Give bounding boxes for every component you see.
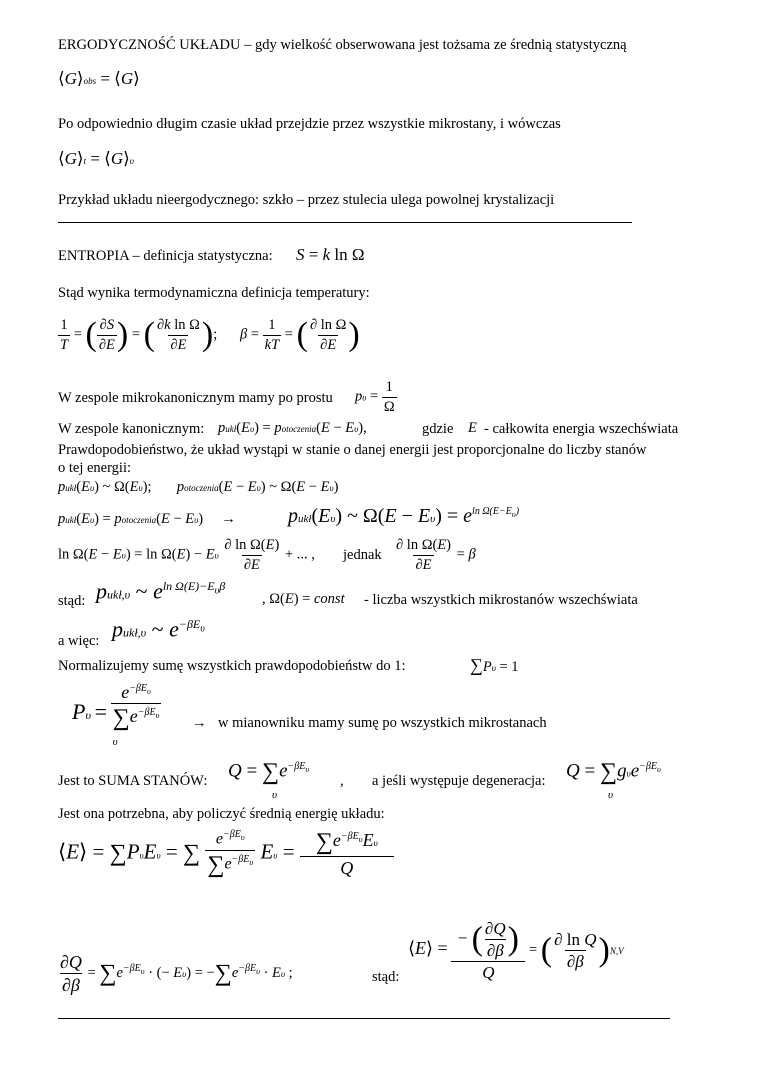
formula-proportional: pukł(Eυ) ~ Ω(Eυ); potoczenia(E − Eυ) ~ Ω(E − Eυ): [58, 479, 339, 495]
denominator-note: w mianowniku mamy sumę po wszystkich mikrostanach: [218, 715, 547, 731]
a-wiec-label: a więc:: [58, 633, 100, 649]
formula-pv: Pυ = $e^{-\beta E_\upsilon}$ $\sum e^{-\beta E_\upsilon}$ υ: [72, 682, 160, 748]
formula-jednak: $\frac{\text{∂ ln Ω(E)}}{\partial E}$ = β: [396, 537, 476, 573]
formula-stad: pukł,υ ~ $e^{ln \Omega(E)-E_\upsilon\beta}$: [96, 578, 226, 604]
q-sum-index: υ: [272, 789, 278, 801]
stad-label: stąd:: [58, 593, 86, 609]
formula-g-t: ⟨G⟩t = ⟨G⟩υ: [58, 149, 134, 168]
comma: ,: [340, 773, 344, 789]
divider-1: [58, 222, 632, 223]
ergodic-heading: ERGODYCZNOŚĆ UKŁADU – gdy wielkość obserwowana jest tożsama ze średnią statystyczną: [58, 37, 627, 53]
prob-line1: Prawdopodobieństwo, że układ wystąpi w stanie o danej energii jest proporcjonalne do liczby stanów: [58, 442, 647, 458]
var-e: E: [468, 420, 477, 436]
ergodic-example: Przykład układu nieergodycznego: szkło – przez stulecia ulega powolnej krystalizacji: [58, 192, 555, 208]
formula-mean-energy: ⟨E⟩ = ∑PυEυ = ∑ $\frac{e^{-\beta E_\upsilon}}{\sum e^{-\beta E_\upsilon}}$ Eυ = $\frac{\sum e^{-\beta E_\upsilon}E\upsilon}{Q}$: [58, 830, 394, 877]
formula-omega-const: , Ω(E) = const: [262, 591, 345, 607]
jednak-label: jednak: [343, 547, 382, 563]
gdzie-label: gdzie: [422, 421, 454, 437]
formula-norm: ∑Pυ = 1: [470, 655, 519, 675]
formula-taylor: ln Ω(E − Eυ) = ln Ω(E) − Eυ $\frac{\text{∂ ln Ω(E)}}{\partial E}$ + ... ,: [58, 537, 315, 573]
formula-e-q: ⟨E⟩ = − ( $\frac{\partial Q}{\partial\beta}$ ) Q = ( $\frac{\text{∂ ln Q}}{\partial\beta}$ )N,V: [408, 919, 624, 982]
formula-dq: $\frac{\partial Q}{\partial\beta}$ = $\sum e^{-\beta E_\upsilon}$ · (− $E\upsilon) = -\sum e^{-\beta E_\upsilon} \cdot E\upsilon$ ;: [60, 952, 293, 995]
temp-line: Stąd wynika termodynamiczna definicja temperatury:: [58, 285, 370, 301]
formula-entropy: S = k ln Ω: [296, 245, 365, 264]
energy-line: Jest ona potrzebna, aby policzyć średnią energię układu:: [58, 806, 385, 822]
normalize-line: Normalizujemy sumę wszystkich prawdopodobieństw do 1:: [58, 658, 406, 674]
stad2-label: stąd:: [372, 969, 400, 985]
formula-relation: pukł(Eυ) = potoczenia(E − Eυ) →: [58, 511, 236, 527]
canon-line: W zespole kanonicznym:: [58, 421, 205, 437]
entropy-heading: ENTROPIA – definicja statystyczna:: [58, 248, 273, 264]
divider-2: [58, 1018, 670, 1019]
formula-q: $Q = \sum e^{-\beta E_\upsilon}$: [228, 759, 310, 785]
formula-g-obs: ⟨G⟩obs = ⟨G⟩: [58, 69, 140, 88]
formula-q-deg: Q = ∑gυe$^{-\beta E_\upsilon}$: [566, 759, 661, 785]
arrow-note: →: [192, 715, 214, 731]
q-deg-index: υ: [608, 789, 614, 801]
degeneracy-label: a jeśli występuje degeneracja:: [372, 773, 546, 789]
formula-temperature: $\frac{1}{T}$ = ( $\frac{\partial S}{\partial E}$ ) = ( $\frac{\text{∂k ln Ω}}{\partial E}$ );: [60, 316, 218, 353]
omega-desc: - liczba wszystkich mikrostanów wszechświata: [364, 592, 638, 608]
prob-line2: o tej energii:: [58, 460, 132, 476]
formula-a-wiec: pukł,υ ~ $e^{-\beta E_\upsilon}$: [112, 616, 205, 642]
formula-canon: pukł(Eυ) = potoczenia(E − Eυ),: [218, 420, 367, 436]
formula-beta: β = $\frac{1}{kT}$ = ( $\frac{\text{∂ ln Ω}}{\partial E}$ ): [240, 316, 360, 353]
suma-stanow-label: Jest to SUMA STANÓW:: [58, 773, 208, 789]
formula-exp: pukł(Eυ) ~ $\Omega(E - E\upsilon) = e^{ln \Omega(E-E_\upsilon)}$: [288, 505, 520, 527]
ergodic-line2: Po odpowiednio długim czasie układ przejdzie przez wszystkie mikrostany, i wówczas: [58, 116, 561, 132]
gdzie-rest: - całkowita energia wszechświata: [484, 421, 679, 437]
formula-micro: pυ = $\frac{1}{\Omega}$: [355, 379, 395, 415]
micro-line: W zespole mikrokanonicznym mamy po prostu: [58, 390, 333, 406]
